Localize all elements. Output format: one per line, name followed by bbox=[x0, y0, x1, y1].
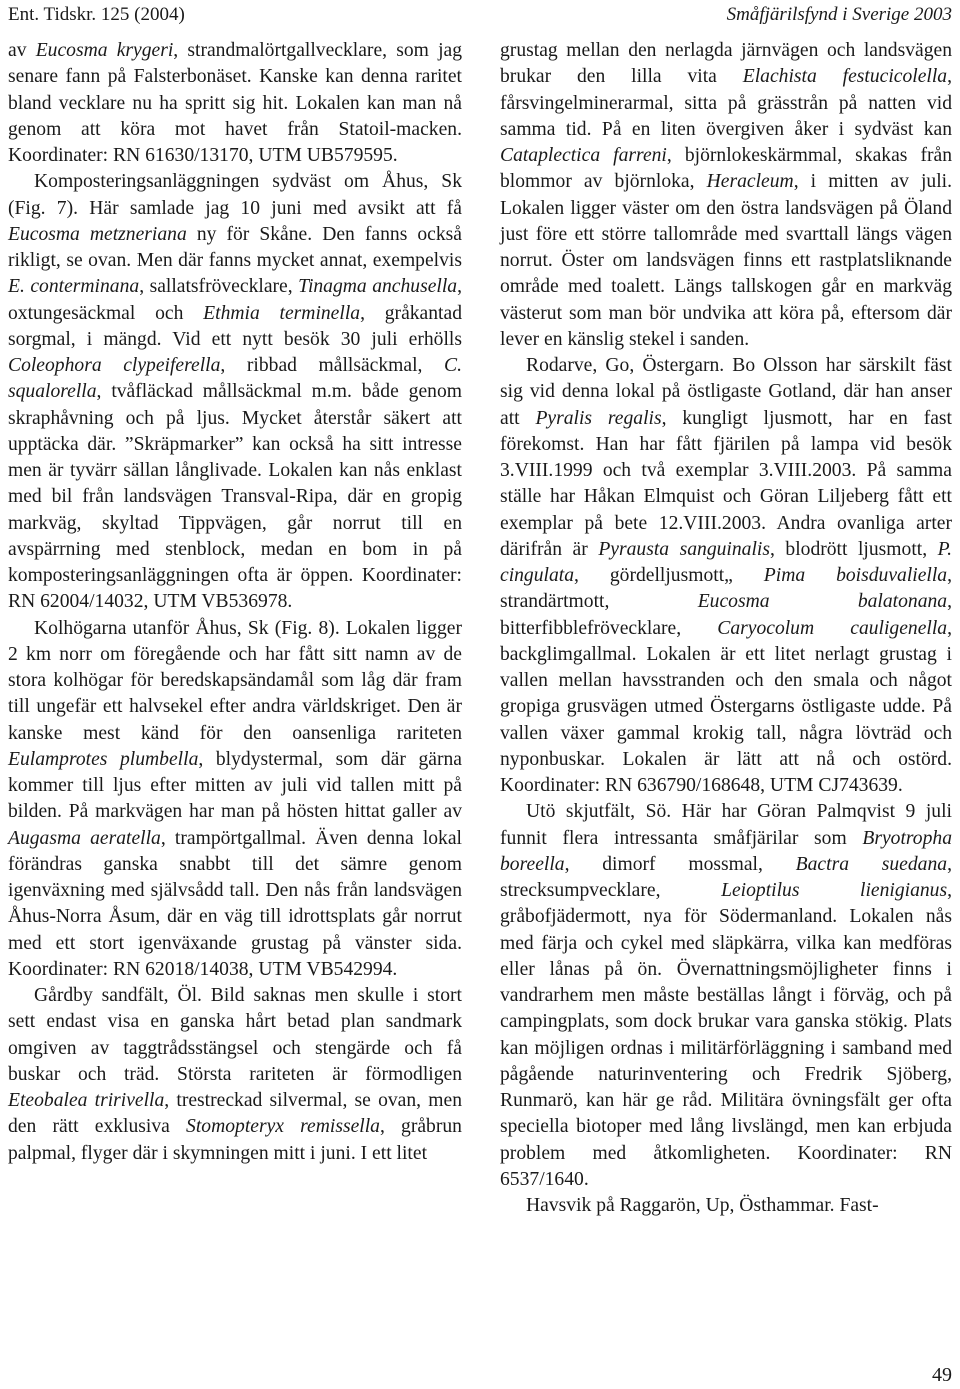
page-number: 49 bbox=[932, 1364, 952, 1386]
left-column bbox=[8, 38, 462, 1167]
running-header bbox=[8, 0, 952, 30]
paragraph: Rodarve, Go, Östergarn. Bo Olsson har särskilt fäst sig vid denna lokal på östligaste Gotland, där han anser att Pyralis regalis, kungligt ljusmott, har en fast förekomst. Han har fått fjärilen på lampa vid besök 3.VIII.1999 och två exemplar 3.VIII.2003. På samma ställe har Håkan Elmquist och Göran Liljeberg fått ett exemplar på bete 12.VIII.2003. Andra ovanliga arter därifrån är Pyrausta sanguinalis, blodrött ljusmott, P. cingulata, gördelljusmott„ Pima boisduvaliella, strandärtmott, Eucosma balatonana, bitterfibblefrövecklare, Caryocolum cauligenella, backglimgallmal. Lokalen är ett litet nerlagt grustag i vallen mellan havsstranden och den smala och något gropiga grusvägen utmed Östergarns östligaste udde. På vallen växer gammal krokig tall, några lövträd och nyponbuskar. Lokalen är lätt att nå och ostörd. Koordinater: RN 636790/168648, UTM CJ743639. bbox=[500, 355, 953, 796]
right-column bbox=[500, 38, 952, 1219]
paragraph: av Eucosma krygeri, strandmalörtgallvecklare, som jag senare fann på Falsterbonäset. Kanske kan denna raritet bland vecklare nu ha spritt sig hit. Lokalen kan man nå genom att köra mot havet från Statoil-macken. Koordinater: RN 61630/13170, UTM UB579595. bbox=[8, 40, 463, 166]
journal-citation: Ent. Tidskr. 125 (2004) bbox=[8, 4, 185, 25]
paragraph: Kolhögarna utanför Åhus, Sk (Fig. 8). Lokalen ligger 2 km norr om föregående och har fått sitt namn av de stora kolhögar för beredskapsändamål som låg där fram till ungefär ett halvsekel efter andra världskriget. Den är kanske mest känd för den oansenliga rariteten Eulamprotes plumbella, blydystermal, som där gärna kommer till ljus efter mitten av juli vid tallen mitt på bilden. På markvägen har man på hösten hittat galler av Augasma aeratella, trampörtgallmal. Även denna lokal förändras ganska snabbt till det sämre genom igenväxning med självsådd tall. Den nås från landsvägen Åhus-Norra Åsum, där en väg till idrottsplats går norrut med ett stort igenväxande grustag på vänster sida. Koordinater: RN 62018/14038, UTM VB542994. bbox=[8, 617, 462, 980]
paragraph: grustag mellan den nerlagda järnvägen och landsvägen brukar den lilla vita Elachista festucicolella, fårsvingelminerarmal, sitta på grässtrån på natten vid samma tid. På en liten övergiven åker i sydväst kan Cataplectica farreni, björnlokeskärmmal, skakas från blommor av björnloka, Heracleum, i mitten av juli. Lokalen ligger väster om den östra landsvägen på Öland just före ett större tallområde med svarttall längs vägen norrut. Öster om landsvägen finns ett rastplatsliknande område med toalett. Längs tallskogen går en markväg västerut som man bör undvika att köra på, eftersom där lever en känslig stekel i sanden. bbox=[500, 40, 952, 350]
paragraph: Utö skjutfält, Sö. Här har Göran Palmqvist 9 juli funnit flera intressanta småfjärilar som Bryotropha boreella, dimorf mossmal, Bactra suedana, strecksumpvecklare, Leioptilus lienigianus, gråbofjädermott, nya för Södermanland. Lokalen nås med färja och cykel med släpkärra, vilka kan medföras eller lånas på ön. Övernattningsmöjligheter finns i vandrarhem men måste beställas långt i förväg, och på campingplats, som dock brukar vara ganska stökig. Plats kan möjligen ordnas i militärförläggning i samband med pågående naturinventering och Fredrik Sjöberg, Runmarö, kan här ge råd. Militära övningsfält ger ofta speciella biotoper med lång livslängd, men kan erbjuda problem med åtkomligheten. Koordinater: RN 6537/1640. bbox=[500, 801, 952, 1190]
paragraph: Havsvik på Raggarön, Up, Östhammar. Fast- bbox=[526, 1195, 879, 1216]
paragraph: Komposteringsanläggningen sydväst om Åhus, Sk (Fig. 7). Här samlade jag 10 juni med avsikt att få Eucosma metzneriana ny för Skåne. Den fanns också rikligt, se ovan. Men där fanns mycket annat, exempelvis E. conterminana, sallatsfrövecklare, Tinagma anchusella, oxtungesäckmal och Ethmia terminella, gråkantad sorgmal, i mängd. Vid ett nytt besök 30 juli erhölls Coleophora clypeiferella, ribbad mållsäckmal, C. squalorella, tvåfläckad mållsäckmal m.m. både genom skraphåvning och på ljus. Mycket återstår säkert att upptäcka där. ”Skräpmarker” kan också ha sitt intresse men är tyvärr sällan långlivade. Lokalen kan nås enklast med bil från landsvägen Transval-Ripa, där en gropig markväg, skyltad Tippvägen, går norrut till en avspärrning med stenblock, medan en bom in på komposteringsanläggningen ofta är öppen. Koordinater: RN 62004/14032, UTM VB536978. bbox=[8, 171, 462, 613]
paragraph: Gårdby sandfält, Öl. Bild saknas men skulle i stort sett endast visa en ganska hårt betad plan sandmark omgiven av taggtrådsstängsel och stengärde och få buskar och träd. Största rariteten är förmodligen Eteobalea tririvella, trestreckad silvermal, se ovan, men den rätt exklusiva Stomopteryx remissella, gråbrun palpmal, flyger där i skymningen mitt i juni. I ett litet bbox=[8, 985, 462, 1164]
running-title: Småfjärilsfynd i Sverige 2003 bbox=[726, 4, 952, 25]
